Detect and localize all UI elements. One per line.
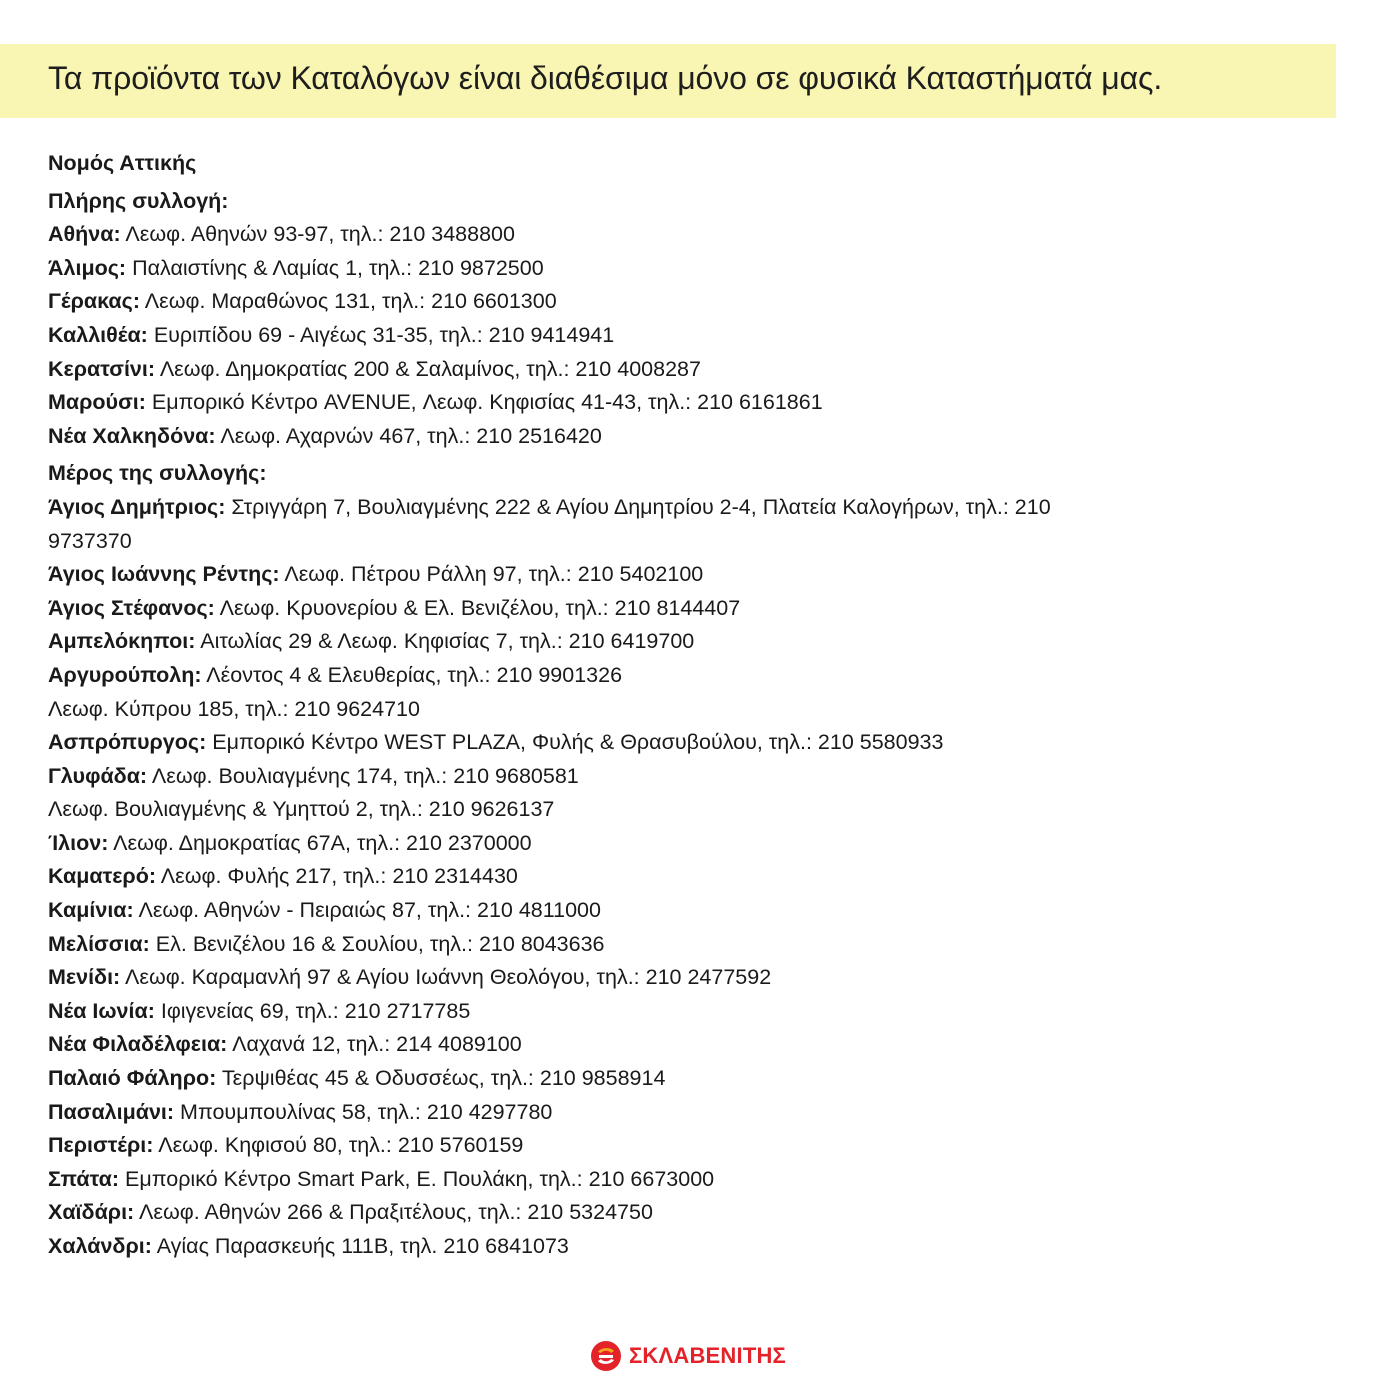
store-entry [48,693,1348,727]
store-entry [48,1062,1348,1096]
store-name: Άγιος Δημήτριος: [48,494,226,519]
store-name: Γέρακας: [48,289,140,314]
logo-wordmark: ΣΚΛΑΒΕΝΙΤΗΣ [629,1343,786,1368]
store-entry [48,726,1348,760]
store-name: Άγιος Στέφανος: [48,595,215,620]
store-details: Λεωφ. Δημοκρατίας 67Α, τηλ.: 210 2370000 [108,830,532,855]
store-entry [48,625,1348,659]
store-name: Πασαλιμάνι: [48,1099,175,1124]
store-name: Άγιος Ιωάννης Ρέντης: [48,562,280,587]
store-details: Ιφιγενείας 69, τηλ.: 210 2717785 [154,998,471,1023]
store-details: Λεωφ. Βουλιαγμένης & Υμηττού 2, τηλ.: 210 9626137 [48,797,555,822]
region-title: Νομός Αττικής [48,151,197,175]
store-details: Αιτωλίας 29 & Λεωφ. Κηφισίας 7, τηλ.: 210 6419700 [195,629,695,654]
store-name: Μελίσσια: [48,931,150,956]
store-details: Εμπορικό Κέντρο AVENUE, Λεωφ. Κηφισίας 41-43, τηλ.: 210 6161861 [145,390,823,415]
store-name: Καλλιθέα: [48,322,148,347]
store-details: Εμπορικό Κέντρο Smart Park, Ε. Πουλάκη, τηλ.: 210 6673000 [119,1166,715,1191]
store-entry [48,420,1348,454]
store-details: Λέοντος 4 & Ελευθερίας, τηλ.: 210 9901326 [201,662,623,687]
store-details: Λαχανά 12, τηλ.: 214 4089100 [227,1032,522,1057]
store-name: Σπάτα: [48,1166,119,1191]
store-entry [48,995,1348,1029]
store-entry [48,491,1058,558]
store-entry [48,386,1348,420]
store-details: Λεωφ. Αθηνών 266 & Πραξιτέλους, τηλ.: 210 5324750 [134,1200,653,1225]
store-name: Άλιμος: [48,255,127,280]
store-details: Εμπορικό Κέντρο WEST PLAZA, Φυλής & Θρασυβούλου, τηλ.: 210 5580933 [206,730,944,755]
store-name: Γλυφάδα: [48,763,148,788]
store-name: Ασπρόπυργος: [48,730,207,755]
store-name: Ίλιον: [48,830,109,855]
store-details: Αγίας Παρασκευής 111Β, τηλ. 210 6841073 [151,1234,569,1258]
store-details: Ευριπίδου 69 - Αιγέως 31-35, τηλ.: 210 9414941 [147,322,615,347]
store-details: Ελ. Βενιζέλου 16 & Σουλίου, τηλ.: 210 8043636 [149,931,605,956]
store-entry [48,252,1348,286]
store-details: Λεωφ. Καραμανλή 97 & Αγίου Ιωάννη Θεολόγου, τηλ.: 210 2477592 [120,965,772,990]
store-entry [48,928,1348,962]
full-collection-heading: Πλήρης συλλογή: [48,188,229,213]
store-name: Μαρούσι: [48,390,146,415]
store-entry [48,592,1348,626]
store-entry [48,1028,1348,1062]
store-name: Περιστέρι: [48,1133,154,1158]
store-name: Χαλάνδρι: [48,1234,152,1258]
store-entry [48,1163,1348,1197]
banner-text: Τα προϊόντα των Καταλόγων είναι διαθέσιμα μόνο σε φυσικά Καταστήματά μας. [48,60,1163,96]
store-name: Αμπελόκηποι: [48,629,196,654]
store-details: Λεωφ. Κύπρου 185, τηλ.: 210 9624710 [48,696,420,721]
store-name: Παλαιό Φάληρο: [48,1066,217,1091]
store-entry [48,1230,1348,1264]
store-name: Νέα Ιωνία: [48,998,155,1023]
store-entry [48,285,1348,319]
store-entry [48,793,1348,827]
store-details: Παλαιστίνης & Λαμίας 1, τηλ.: 210 9872500 [126,255,544,280]
store-name: Χαϊδάρι: [48,1200,135,1225]
store-details: Λεωφ. Κρυονερίου & Ελ. Βενιζέλου, τηλ.: 210 8144407 [214,595,741,620]
store-entry [48,961,1348,995]
store-entry [48,353,1348,387]
partial-collection-list [48,491,1348,1264]
store-details: Λεωφ. Δημοκρατίας 200 & Σαλαμίνος, τηλ.: 210 4008287 [155,356,701,381]
store-details: Μπουμπουλίνας 58, τηλ.: 210 4297780 [174,1099,553,1124]
store-entry [48,218,1348,252]
store-details: Λεωφ. Αχαρνών 467, τηλ.: 210 2516420 [215,423,602,448]
store-entry [48,827,1348,861]
full-collection-list [48,218,1348,453]
store-details: Λεωφ. Αθηνών 93-97, τηλ.: 210 3488800 [120,222,515,247]
store-details: Τερψιθέας 45 & Οδυσσέως, τηλ.: 210 9858914 [216,1066,666,1091]
catalog-availability-banner [0,44,1336,118]
store-name: Νέα Χαλκηδόνα: [48,423,216,448]
store-entry [48,1096,1348,1130]
store-list [48,147,1348,1264]
store-name: Μενίδι: [48,965,121,990]
store-entry [48,1196,1348,1230]
store-details: Λεωφ. Βουλιαγμένης 174, τηλ.: 210 9680581 [147,763,579,788]
store-name: Αθήνα: [48,222,121,247]
store-entry [48,558,1348,592]
store-entry [48,860,1348,894]
store-details: Λεωφ. Φυλής 217, τηλ.: 210 2314430 [156,864,518,889]
store-entry [48,894,1348,928]
store-name: Αργυρούπολη: [48,662,202,687]
partial-collection-heading: Μέρος της συλλογής: [48,461,267,486]
store-entry [48,319,1348,353]
store-name: Καμίνια: [48,898,134,923]
store-entry [48,760,1348,794]
store-details: Λεωφ. Αθηνών - Πειραιώς 87, τηλ.: 210 4811000 [133,898,601,923]
store-name: Νέα Φιλαδέλφεια: [48,1032,228,1057]
store-entry [48,1129,1348,1163]
store-name: Κερατσίνι: [48,356,156,381]
store-details: Στριγγάρη 7, Βουλιαγμένης 222 & Αγίου Δημητρίου 2-4, Πλατεία Καλογήρων, τηλ.: 210 9737370 [48,494,1051,553]
sklavenitis-logo [589,1338,786,1374]
store-name: Καματερό: [48,864,157,889]
store-details: Λεωφ. Πέτρου Ράλλη 97, τηλ.: 210 5402100 [279,562,704,587]
store-entry [48,659,1348,693]
store-details: Λεωφ. Κηφισού 80, τηλ.: 210 5760159 [153,1133,524,1158]
sklavenitis-logo-icon [589,1339,623,1373]
store-details: Λεωφ. Μαραθώνος 131, τηλ.: 210 6601300 [139,289,557,314]
